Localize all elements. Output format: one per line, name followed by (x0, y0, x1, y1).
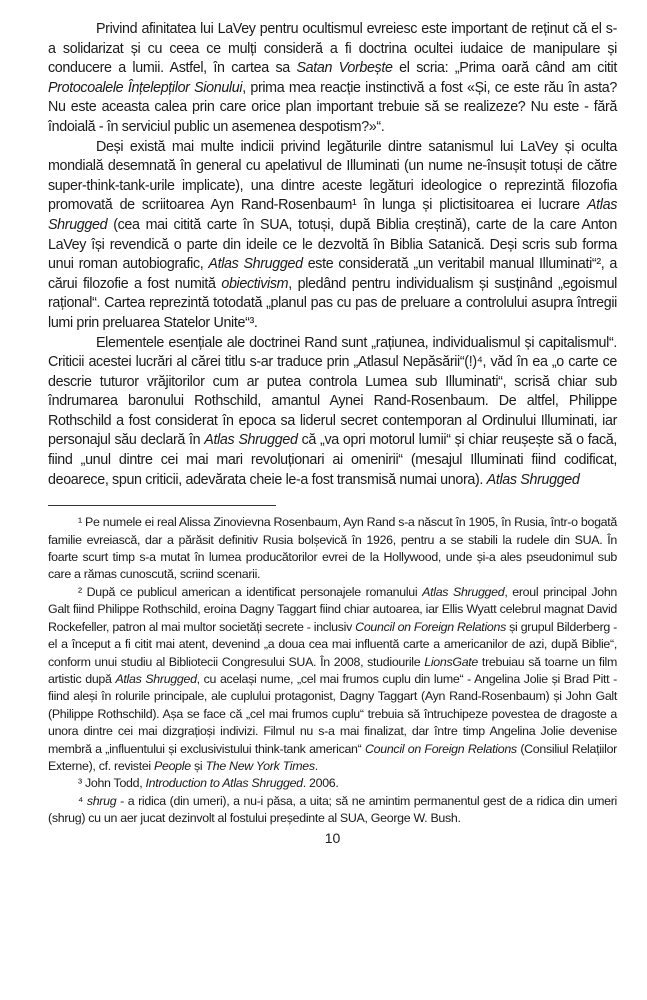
italic-text: Atlas Shrugged (486, 471, 580, 488)
text-run: ³ John Todd, (78, 776, 146, 791)
text-run: Privind afinitatea lui LaVey pentru ocultismul evreiesc este important de reținut că el s-a solidarizat și cu ceea ce mulți consideră a fi doctrina ocultei iudaice de manipulare și conducere a lumii. Astfel, în cartea sa (48, 21, 617, 77)
italic-text: The New York Times (205, 758, 315, 773)
text-run: trebuiau să toarne un film artistic după (48, 654, 617, 686)
text-run: și grupul Bilderberg - el a început a fi citit mai atent, devenind „a doua cea mai influentă carte a americanilor de azi, după Biblie“, conform unui studiu al Bibliotecii Congresului SUA. În 2008, studiourile (48, 619, 617, 669)
main-text (48, 20, 617, 490)
footnote (48, 514, 617, 584)
page-number: 10 (324, 829, 341, 846)
italic-text: Protocoalele Înțelepților Sionului (48, 79, 243, 96)
text-run: ⁴ (78, 793, 87, 808)
italic-text: Satan Vorbește (296, 60, 393, 77)
text-run: și (190, 758, 206, 773)
italic-text: shrug (86, 793, 117, 808)
italic-text: Atlas Shrugged (208, 256, 303, 273)
text-run: el scria: „Prima oară când am citit (392, 60, 617, 77)
footnote (48, 584, 617, 775)
italic-text: Council on Foreign Relations (355, 619, 506, 634)
text-run: , pledând pentru individualism și susținând „egoismul rațional“. Cartea reprezintă totodată „planul pas cu pas de preluare a controlului asupra întregii lumi prin preluarea Statelor Unite“³. (48, 275, 618, 331)
italic-text: Council on Foreign Relations (365, 741, 517, 756)
text-run: . 2006. (302, 776, 339, 791)
text-run: , eroul principal John Galt fiind Philippe Rothschild, eroina Dagny Taggart fiind chiar autoarea, iar Ellis Wyatt celebrul magnat David Rockefeller, patron al mai multor societăți secrete - inclusiv (48, 584, 618, 634)
text-run: Elementele esențiale ale doctrinei Rand sunt „rațiunea, individualismul și capitalismul“. Criticii acestei lucrări al cărei titlu s-ar traduce prin „Atlasul Nepăsării“(!)⁴, văd în ea „o carte ce descrie tuturor vrăjitorilor cum ar putea controla Lumea sub Illuminati“, scrisă chiar sub îndrumarea baronului Rothschild, amantul Aynei Rand-Rosenbaum. De altfel, Philippe Rothschild a fost considerat în epoca sa liderul secret contemporan al Ordinului Illuminati, iar personajul său declară în (48, 334, 617, 449)
text-run: ¹ Pe numele ei real Alissa Zinovievna Rosenbaum, Ayn Rand s-a născut în 1905, în Rusia, într-o bogată familie evreiască, dar a părăsit definitiv Rusia bolșevică în 1926, pentru a se stabili la rudele din SUA. În foarte scurt timp s-a mutat în lumea producătorilor evrei de la Hollywood, unde și-a ales pseudonimul sub care a rămas cunoscută, scriind scenarii. (48, 515, 617, 582)
italic-text: Atlas Shrugged (422, 584, 505, 599)
italic-text: Atlas Shrugged (115, 671, 197, 686)
paragraph (48, 20, 617, 138)
italic-text: Introduction to Atlas Shrugged (145, 776, 303, 791)
text-run: - a ridica (din umeri), a nu-i păsa, a uita; să ne amintim permanentul gest de a ridica din umeri (shrug) cu un aer jucat dezinvolt al fostului președinte al SUA, George W. Bush. (48, 793, 617, 826)
text-run: Deși există mai multe indicii privind legăturile dintre satanismul lui LaVey și oculta mondială desemnată în general cu apelativul de Illuminati (un nume ne-însușit totuși de către super-think-tank-urile implicate), una dintre aceste legături ideologice o reprezintă filozofia promovată de scriitoarea Ayn Rand-Rosenbaum¹ în lunga și plictisitoarea ei lucrare (48, 138, 617, 214)
text-run: ² După ce publicul american a identificat personajele romanului (78, 584, 423, 599)
footnote-separator (48, 505, 276, 506)
text-run: este considerată „un veritabil manual Illuminati“², a cărui filozofie a fost numită (48, 256, 617, 292)
text-run: , cu același nume, „cel mai frumos cuplu din lume“ - Angelina Jolie și Brad Pitt - fiind aleși în rolurile principale, ale cuplului protagonist, Dagny Taggart (Ayn Rand-Rosenbaum) și John Galt (Philippe Rothschild). Așa se face că „cel mai frumos cuplu“ trebuia să întruchipeze povestea de dragoste a unora dintre cei mai dizgrațioși indivizi. Filmul nu s-a mai finalizat, dar între timp Angelina Jolie devenise membră a „influentului și exclusivistului think-tank american“ (48, 671, 617, 756)
footnotes (48, 514, 617, 827)
italic-text: Atlas Shrugged (48, 197, 617, 233)
text-run: (cea mai citită carte în SUA, totuși, după Biblia creștină), carte de la care Anton LaVey își revendică o parte din ideile ce le dezvoltă în Biblia Satanică. Deși scris sub forma unui roman autobiografic, (48, 216, 617, 273)
text-run: . (314, 758, 318, 773)
text-run: că „va opri motorul lumii“ și chiar reușește să o facă, fiind „unul dintre cei mai mari revoluționari ai omenirii“ (mesajul Illuminati fiind codificat, deoarece, spun criticii, adevărata cheie le-a fost transmisă numai unora). (48, 432, 617, 488)
footnote (48, 775, 617, 792)
paragraph (48, 138, 617, 334)
italic-text: People (154, 758, 191, 773)
paragraph (48, 334, 617, 491)
italic-text: LionsGate (424, 654, 479, 669)
text-run: (Consiliul Relațiilor Externe), cf. revistei (48, 741, 617, 773)
italic-text: Atlas Shrugged (204, 432, 298, 449)
text-run: , prima mea reacție instinctivă a fost «Și, ce este rău în asta? Nu este aceasta calea prin care orice plan important trebuie să se realizeze? Nu este - fără îndoială - în serviciul public un asemenea despotism?»“. (48, 79, 617, 135)
italic-text: obiectivism (221, 275, 289, 292)
footnote (48, 793, 617, 828)
